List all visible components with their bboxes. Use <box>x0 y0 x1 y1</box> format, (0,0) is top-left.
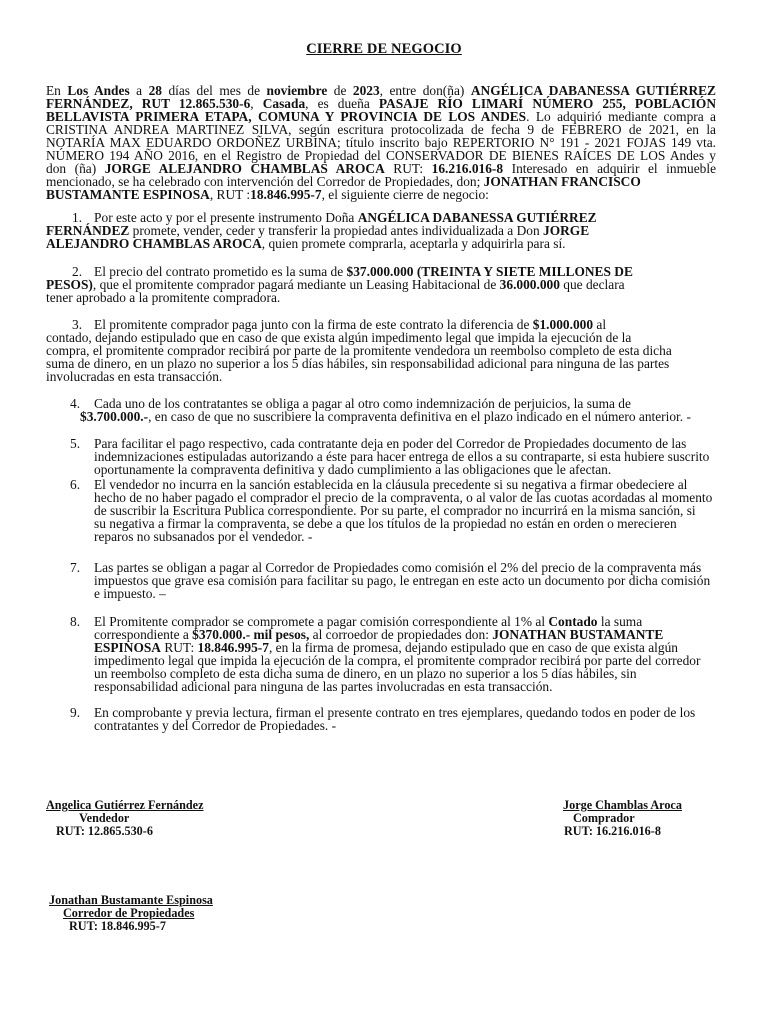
signature-broker <box>49 894 213 933</box>
intro-line-3: BELLAVISTA PRIMERA ETAPA, COMUNA Y PROVINCIA DE LOS ANDES. Lo adquirió mediante compra a <box>46 109 717 124</box>
clause-1-line-3: ALEJANDRO CHAMBLAS AROCA, quien promete comprarla, aceptarla y adquirirla para sí. <box>46 236 566 251</box>
clause-2 <box>46 265 716 304</box>
intro-line-8: mencionado, se ha celebrado con intervención del Corredor de Propiedades, don; JONATHAN FRANCISCO <box>46 174 641 189</box>
clause-6-number: 6. <box>70 477 81 492</box>
clause-6-line-5: reparos no subsanados por el vendedor. - <box>94 529 313 544</box>
clause-8-line-3: ESPINOSA RUT: 18.846.995-7, en la firma de promesa, dejando estipulado que en caso de que exista algún <box>94 640 678 655</box>
clause-6-line-1: 6. El vendedor no incurra en la sanción establecida en la cláusula precedente si su negativa a firmar obedeciere al <box>70 477 688 492</box>
intro-line-9: BUSTAMANTE ESPINOSA, RUT :18.846.995-7, el siguiente cierre de negocio: <box>46 187 489 202</box>
clause-3-line-2: contado, dejando estipulado que en caso de que exista algún impedimento legal que impida la ejecución de la <box>46 330 632 345</box>
clause-7-line-1: 7. Las partes se obligan a pagar al Corredor de Propiedades como comisión el 2% del precio de la compraventa más <box>70 560 702 575</box>
clause-3 <box>46 318 716 383</box>
clause-3-line-4: suma de dinero, en un plazo no superior a los 5 días hábiles, sin responsabilidad adicional para ninguna de las partes <box>46 356 670 371</box>
clause-8-number: 8. <box>70 614 81 629</box>
signature-seller <box>46 799 204 838</box>
seller-rut: RUT: 12.865.530-6 <box>56 824 153 838</box>
intro-line-6: NÚMERO 194 AÑO 2016, en el Registro de Propiedad del CONSERVADOR DE BIENES RAÍCES DE LOS Andes y <box>46 148 716 163</box>
clause-2-line-1: 2. El precio del contrato prometido es la suma de $37.000.000 (TREINTA Y SIETE MILLONES DE <box>46 265 716 278</box>
broker-role: Corredor de Propiedades <box>63 906 195 920</box>
buyer-role: Comprador <box>573 811 635 825</box>
clause-6-line-3: de suscribir la Escritura Publica correspondiente. Por su parte, el comprador no incurrirá en la misma sanción, si <box>94 503 696 518</box>
clause-9-line-1: 9. En comprobante y previa lectura, firman el presente contrato en tres ejemplares, quedando todos en poder de los <box>70 705 696 720</box>
clause-8-line-6: responsabilidad adicional para ninguna de las partes involucradas en esta transacción. <box>94 679 553 694</box>
clause-4-line-1: 4. Cada uno de los contratantes se obliga a pagar al otro como indemnización de perjuicios, la suma de <box>70 396 631 411</box>
clause-4-line-2: $3.700.000.-, en caso de que no suscribiere la compraventa definitiva en el plazo indicado en el número anterior. - <box>80 409 691 424</box>
clause-3-number: 3. <box>72 317 83 332</box>
clause-9-line-2: contratantes y del Corredor de Propiedades. - <box>94 718 337 733</box>
clause-2-line-2: PESOS), que el promitente comprador pagará mediante un Leasing Habitacional de 36.000.000 que declara <box>46 277 625 292</box>
clause-8-line-5: un reembolso completo de esta dicha suma de dinero, en un plazo no superior a los 5 días hábiles, sin <box>94 666 637 681</box>
clause-5-line-3: oportunamente la compraventa definitiva y dado cumplimiento a las obligaciones que le afectan. <box>94 462 612 477</box>
clause-2-number: 2. <box>72 264 83 279</box>
clause-8-line-2: correspondiente a $370.000.- mil pesos, al corroedor de propiedades don: JONATHAN BUSTAMANTE <box>94 627 664 642</box>
clause-1-line-2: FERNÁNDEZ promete, vender, ceder y transferir la propiedad antes individualizada a Don JORGE <box>46 223 590 238</box>
intro-line-5: NOTARÍA MAX EDUARDO ORDOÑEZ URBINA; título inscrito bajo REPERTORIO N° 191 - 2021 FOJAS 149 vta. <box>46 135 716 150</box>
clause-3-line-3: compra, el promitente comprador recibirá por parte de la promitente vendedora un reembolso completo de esta dicha <box>46 343 672 358</box>
broker-name: Jonathan Bustamante Espinosa <box>49 893 213 907</box>
clause-7 <box>70 561 720 600</box>
clause-9-number: 9. <box>70 705 81 720</box>
clause-7-line-2: impuestos que grave esa comisión para facilitar su pago, le entregan en este acto un documento por dicha comisión <box>94 573 711 588</box>
clause-5 <box>70 437 720 476</box>
buyer-name: Jorge Chamblas Aroca <box>563 798 682 812</box>
clause-2-line-3: tener aprobado a la promitente compradora. <box>46 290 281 305</box>
clause-6-line-4: su negativa a firmar la compraventa, se debe a que los títulos de la propiedad no están en orden o merecieren <box>94 516 677 531</box>
clause-8-line-4: impedimento legal que impida la ejecución de la compra, el promitente comprador recibirá por parte del corredor <box>94 653 701 668</box>
clause-1 <box>46 211 716 250</box>
clause-4 <box>70 397 720 423</box>
seller-name: Angelica Gutiérrez Fernández <box>46 798 204 812</box>
clause-6-line-2: hecho de no haber pagado el comprador el precio de la compraventa, o al valor de las cuotas acordadas al momento <box>94 490 713 505</box>
clause-7-number: 7. <box>70 560 81 575</box>
clause-8-line-1: 8. El Promitente comprador se compromete a pagar comisión correspondiente al 1% al Contado la suma <box>70 614 643 629</box>
clause-3-line-5: involucradas en esta transacción. <box>46 369 223 384</box>
clause-1-line-1: 1. Por este acto y por el presente instrumento Doña ANGÉLICA DABANESSA GUTIÉRREZ <box>46 211 716 224</box>
clause-5-line-1: 5. Para facilitar el pago respectivo, cada contratante deja en poder del Corredor de Propiedades documento de las <box>70 436 687 451</box>
clause-8 <box>70 615 720 693</box>
intro-line-1: En Los Andes a 28 días del mes de noviembre de 2023, entre don(ña) ANGÉLICA DABANESSA GUTIÉRREZ <box>46 83 716 98</box>
clause-3-line-1: 3. El promitente comprador paga junto con la firma de este contrato la diferencia de $1.000.000 al <box>46 318 716 331</box>
seller-role: Vendedor <box>79 811 130 825</box>
signature-buyer <box>563 799 682 838</box>
clause-5-line-2: indemnizaciones estipuladas autorizando a éste para hacer entrega de ellos a su contraparte, si esta hubiere suscrito <box>94 449 710 464</box>
clause-5-number: 5. <box>70 436 81 451</box>
intro-line-4: CRISTINA ANDREA MARTINEZ SILVA, según escritura protocolizada de fecha 9 de FEBRERO de 2021, en la <box>46 122 716 137</box>
document-title: CIERRE DE NEGOCIO <box>306 41 462 57</box>
broker-rut: RUT: 18.846.995-7 <box>69 919 166 933</box>
clause-4-number: 4. <box>70 396 81 411</box>
intro-line-2: FERNÁNDEZ, RUT 12.865.530-6, Casada, es dueña PASAJE RÍO LIMARÍ NÚMERO 255, POBLACIÓN <box>46 96 716 111</box>
clause-7-line-3: e impuesto. – <box>94 586 166 601</box>
clause-1-number: 1. <box>72 210 83 225</box>
clause-9 <box>70 706 720 732</box>
clause-6 <box>70 478 720 543</box>
intro-line-7: don (ña) JORGE ALEJANDRO CHAMBLAS AROCA RUT: 16.216.016-8 Interesado en adquirir el inmueble <box>46 161 717 176</box>
buyer-rut: RUT: 16.216.016-8 <box>564 824 661 838</box>
intro-paragraph <box>46 84 716 201</box>
